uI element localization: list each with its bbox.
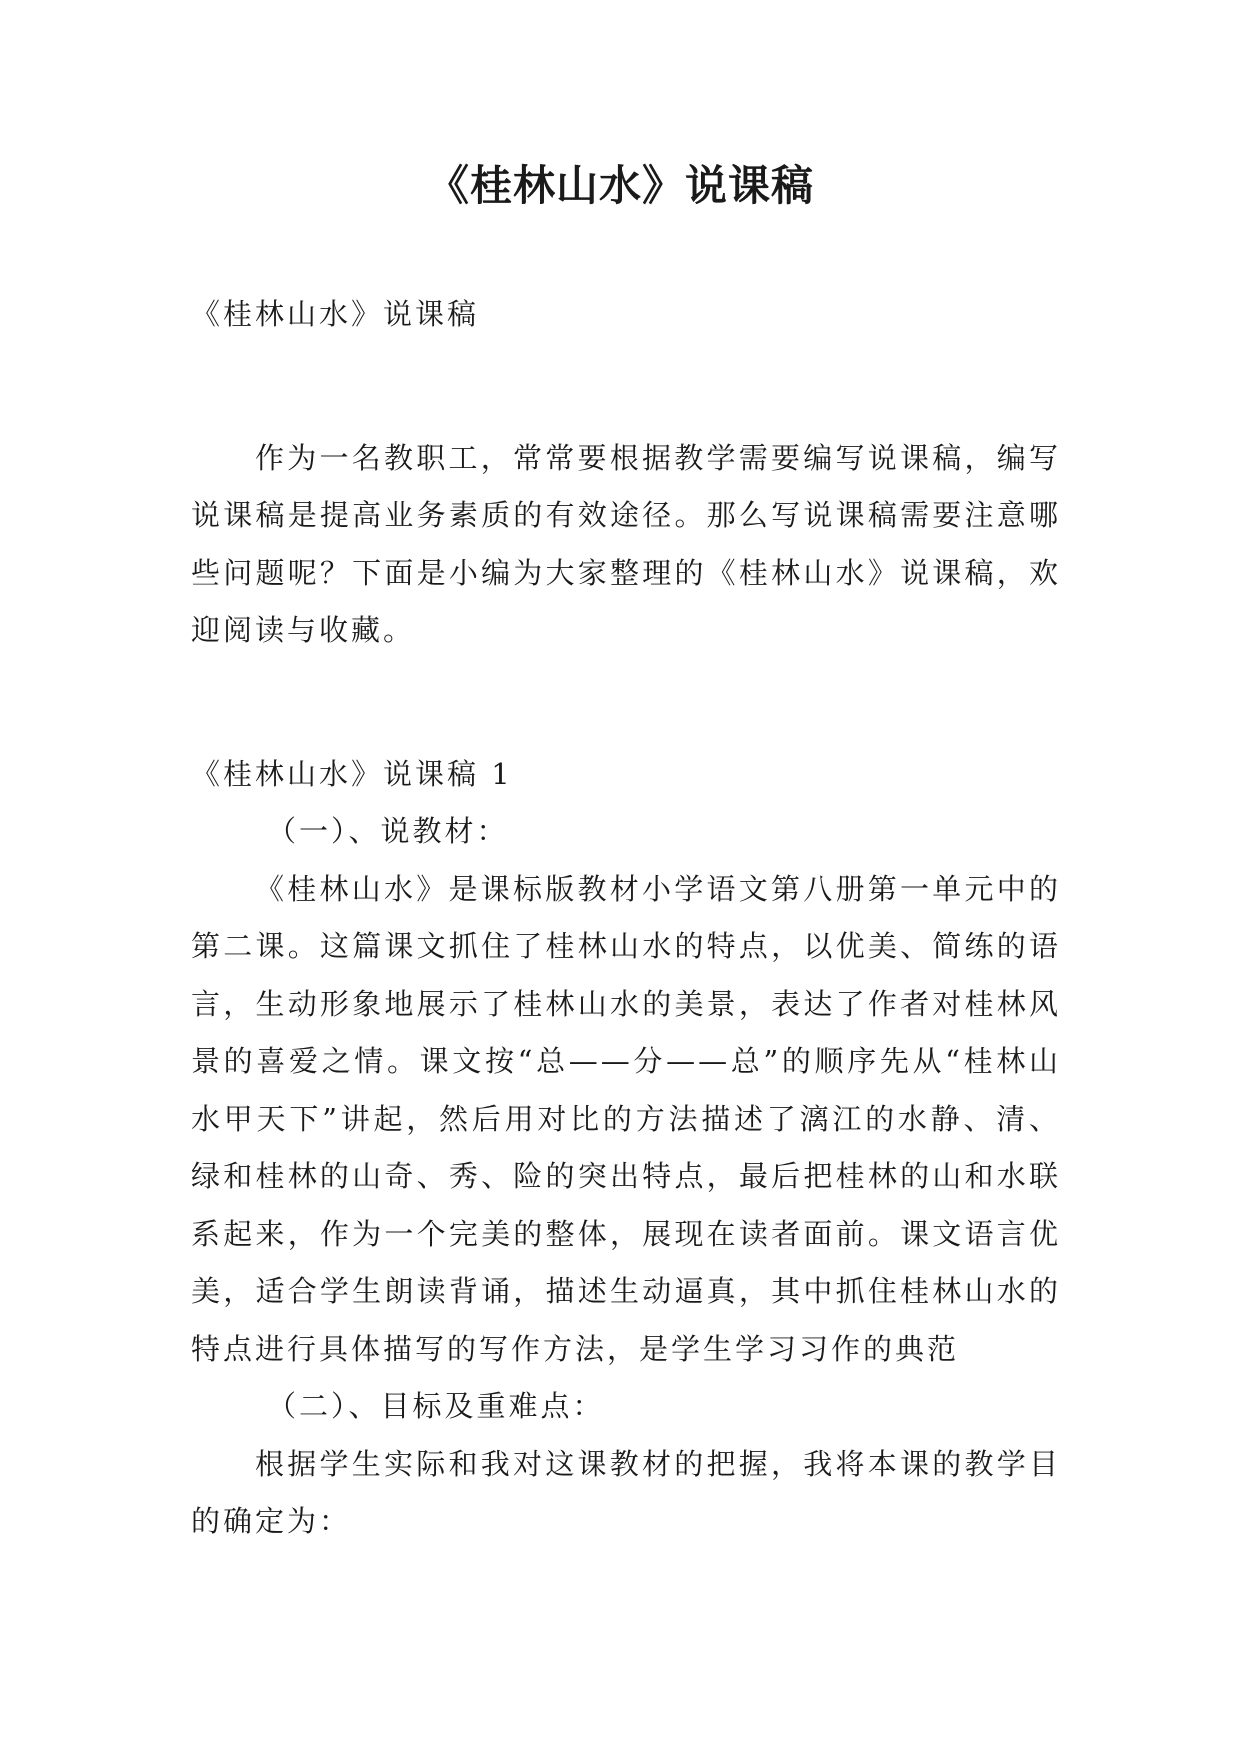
part1-paragraph: 《桂林山水》是课标版教材小学语文第八册第一单元中的第二课。这篇课文抓住了桂林山水的特点，以优美、简练的语言，生动形象地展示了桂林山水的美景，表达了作者对桂林风景的喜爱之情。课文按“总——分——总”的顺序先从“桂林山水甲天下”讲起，然后用对比的方法描述了漓江的水静、清、绿和桂林的山奇、秀、险的突出特点，最后把桂林的山和水联系起来，作为一个完美的整体，展现在读者面前。课文语言优美，适合学生朗读背诵，描述生动逼真，其中抓住桂林山水的特点进行具体描写的写作方法，是学生学习习作的典范 xyxy=(191,871,1061,1366)
document-subtitle: 《桂林山水》说课稿 xyxy=(191,297,480,331)
document-body xyxy=(191,286,1061,1551)
section-title: 《桂林山水》说课稿 1 xyxy=(191,756,513,791)
part2-heading: （二）、目标及重难点： xyxy=(267,1389,605,1423)
intro-paragraph: 作为一名教职工，常常要根据教学需要编写说课稿，编写说课稿是提高业务素质的有效途径。那么写说课稿需要注意哪些问题呢？下面是小编为大家整理的《桂林山水》说课稿，欢迎阅读与收藏。 xyxy=(191,440,1061,647)
part2-paragraph: 根据学生实际和我对这课教材的把握，我将本课的教学目的确定为： xyxy=(191,1446,1061,1538)
page-title: 《桂林山水》说课稿 xyxy=(426,161,814,210)
part1-heading: （一）、说教材： xyxy=(267,814,509,848)
